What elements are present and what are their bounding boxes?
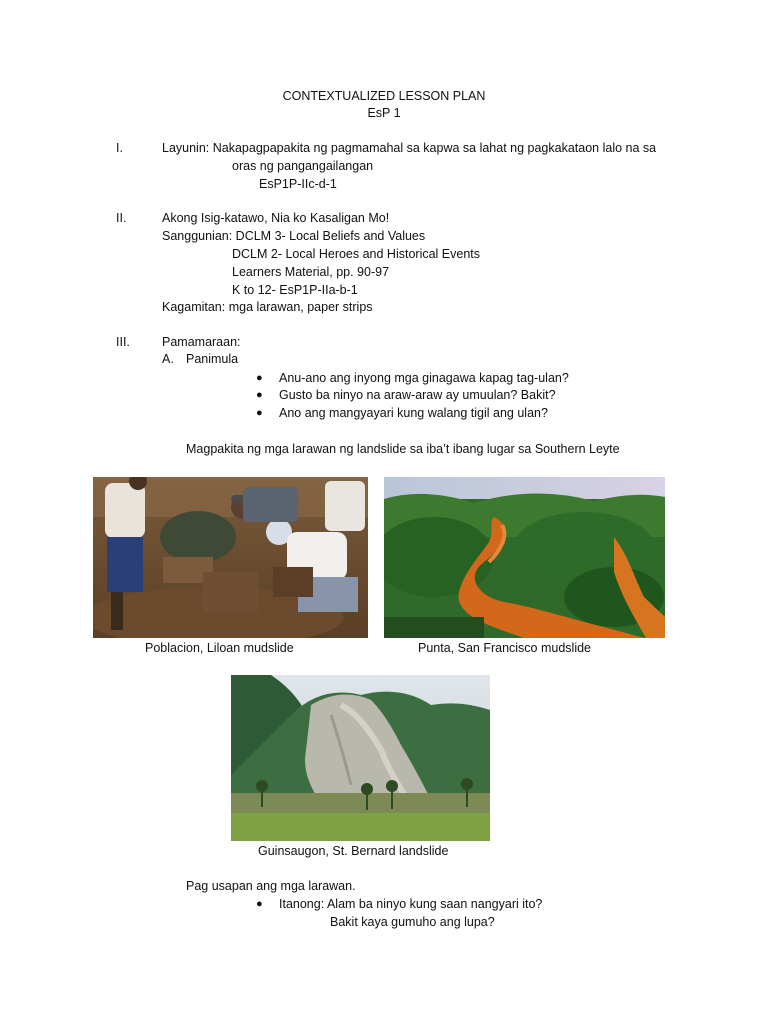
- bullet-icon: ●: [256, 389, 263, 401]
- section-1-objective-cont: oras ng pangangailangan: [232, 159, 374, 173]
- section-1-code: EsP1P-IIc-d-1: [259, 177, 337, 191]
- document-subtitle: EsP 1: [367, 106, 401, 120]
- list-item: Gusto ba ninyo na araw-araw ay umuulan? Bakit?: [279, 388, 556, 402]
- photo-2-caption: Punta, San Francisco mudslide: [418, 641, 592, 655]
- instruction-text: Magpakita ng mga larawan ng landslide sa iba’t ibang lugar sa Southern Leyte: [186, 442, 620, 456]
- reference-3: Learners Material, pp. 90-97: [232, 265, 390, 279]
- section-3-heading: Pamamaraan:: [162, 335, 241, 349]
- photo-liloan-mudslide: [93, 477, 368, 638]
- discussion-question: Itanong: Alam ba ninyo kung saan nangyari ito?: [279, 897, 543, 911]
- discussion-intro: Pag usapan ang mga larawan.: [186, 879, 356, 893]
- photo-san-francisco-mudslide: [384, 477, 665, 638]
- section-2-number: II.: [116, 211, 127, 225]
- document-title: CONTEXTUALIZED LESSON PLAN: [282, 89, 486, 103]
- subsection-a-heading: Panimula: [186, 352, 239, 366]
- bullet-icon: ●: [256, 372, 263, 384]
- list-item: Anu-ano ang inyong mga ginagawa kapag tag-ulan?: [279, 371, 569, 385]
- reference-4: K to 12- EsP1P-IIa-b-1: [232, 283, 358, 297]
- subsection-a-letter: A.: [162, 352, 174, 366]
- kagamitan-line: Kagamitan: mga larawan, paper strips: [162, 300, 373, 314]
- bullet-icon: ●: [256, 898, 263, 910]
- section-2-heading: Akong Isig-katawo, Nia ko Kasaligan Mo!: [162, 211, 390, 225]
- reference-2: DCLM 2- Local Heroes and Historical Events: [232, 247, 481, 261]
- photo-3-caption: Guinsaugon, St. Bernard landslide: [258, 844, 449, 858]
- list-item: Ano ang mangyayari kung walang tigil ang ulan?: [279, 406, 548, 420]
- sanggunian-line: Sanggunian: DCLM 3- Local Beliefs and Values: [162, 229, 426, 243]
- bullet-icon: ●: [256, 407, 263, 419]
- photo-1-caption: Poblacion, Liloan mudslide: [145, 641, 294, 655]
- photo-guinsaugon-landslide: [231, 675, 490, 841]
- discussion-followup: Bakit kaya gumuho ang lupa?: [330, 915, 495, 929]
- section-1-number: I.: [116, 141, 123, 155]
- section-3-number: III.: [116, 335, 130, 349]
- section-1-objective: Layunin: Nakapagpapakita ng pagmamahal sa kapwa sa lahat ng pagkakataon lalo na sa: [162, 141, 657, 155]
